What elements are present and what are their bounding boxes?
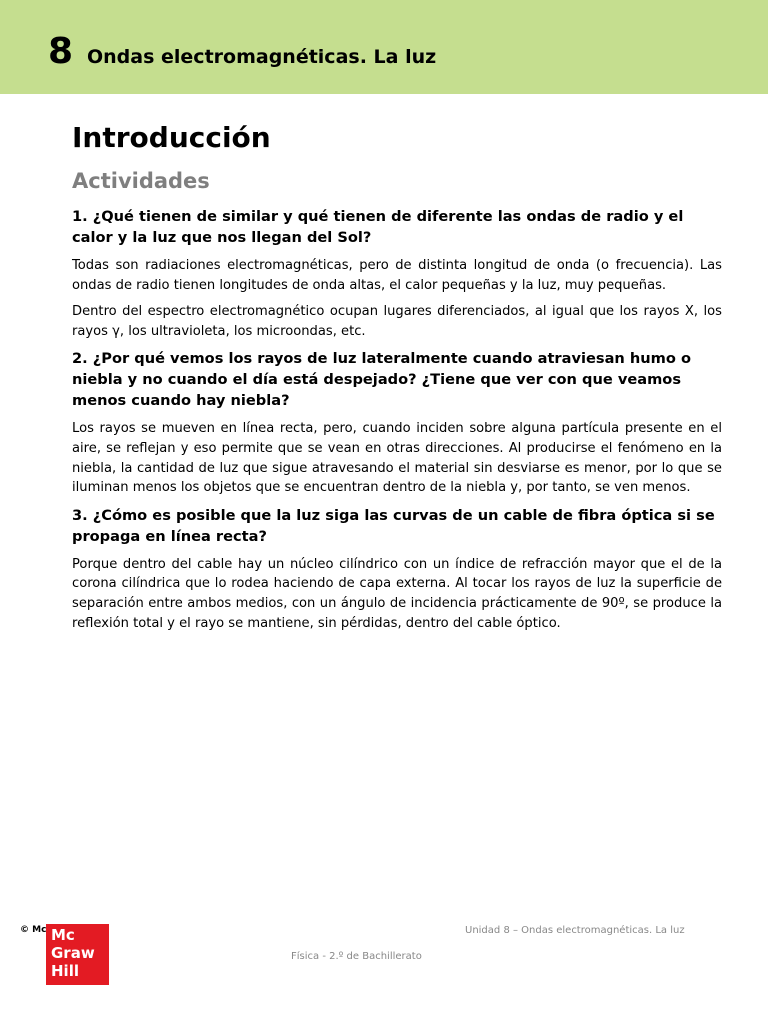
activity-question: 2. ¿Por qué vemos los rayos de luz lateralmente cuando atraviesan humo o niebla y no cuando el día está despejado? ¿Tiene que ver con que veamos menos cuando hay niebla? — [72, 350, 692, 410]
chapter-title: Ondas electromagnéticas. La luz — [87, 46, 437, 68]
page-content — [72, 118, 722, 640]
footer-unit: Unidad 8 – Ondas electromagnéticas. La luz — [465, 925, 685, 936]
activity-3 — [72, 505, 722, 633]
activity-answer: Todas son radiaciones electromagnéticas, pero de distinta longitud de onda (o frecuencia). Las ondas de radio tienen longitudes de onda altas, el calor pequeñas y la luz, muy pequeñas. — [72, 258, 722, 293]
activity-2 — [72, 348, 722, 497]
activity-answer: Dentro del espectro electromagnético ocupan lugares diferenciados, al igual que los rayos X, los rayos γ, los ultravioleta, los microondas, etc. — [72, 304, 722, 339]
chapter-number: 8 — [48, 31, 74, 72]
logo-line: Mc — [51, 926, 75, 944]
activity-question: 1. ¿Qué tienen de similar y qué tienen de diferente las ondas de radio y el calor y la luz que nos llegan del Sol? — [72, 208, 684, 246]
activity-answer: Los rayos se mueven en línea recta, pero, cuando inciden sobre alguna partícula presente en el aire, se reflejan y eso permite que se vean en otras direcciones. Al producirse el fenómeno en la niebla, la cantidad de luz que sigue atravesando el material sin desviarse es menor, por lo que se iluminan menos los objetos que se encuentran dentro de la niebla y, por tanto, se ven menos. — [72, 421, 722, 496]
logo-line: Hill — [51, 962, 79, 980]
section-title: Introducción — [72, 121, 271, 154]
publisher-logo — [46, 924, 109, 985]
activity-question: 3. ¿Cómo es posible que la luz siga las curvas de un cable de fibra óptica si se propaga en línea recta? — [72, 506, 715, 545]
footer-course: Física - 2.º de Bachillerato — [291, 951, 422, 962]
activity-answer: Porque dentro del cable hay un núcleo cilíndrico con un índice de refracción mayor que el de la corona cilíndrica que lo rodea haciendo de capa externa. Al tocar los rayos de luz la superficie de separación entre ambos medios, con un ángulo de incidencia prácticamente de 90º, se produce la reflexión total y el rayo se mantiene, sin pérdidas, dentro del cable óptico. — [72, 556, 722, 631]
activity-1 — [72, 206, 722, 341]
section-subtitle: Actividades — [72, 169, 210, 193]
logo-line: Graw — [51, 944, 95, 962]
chapter-header-band — [0, 0, 768, 94]
footer-copyright: © Mc — [20, 925, 47, 935]
